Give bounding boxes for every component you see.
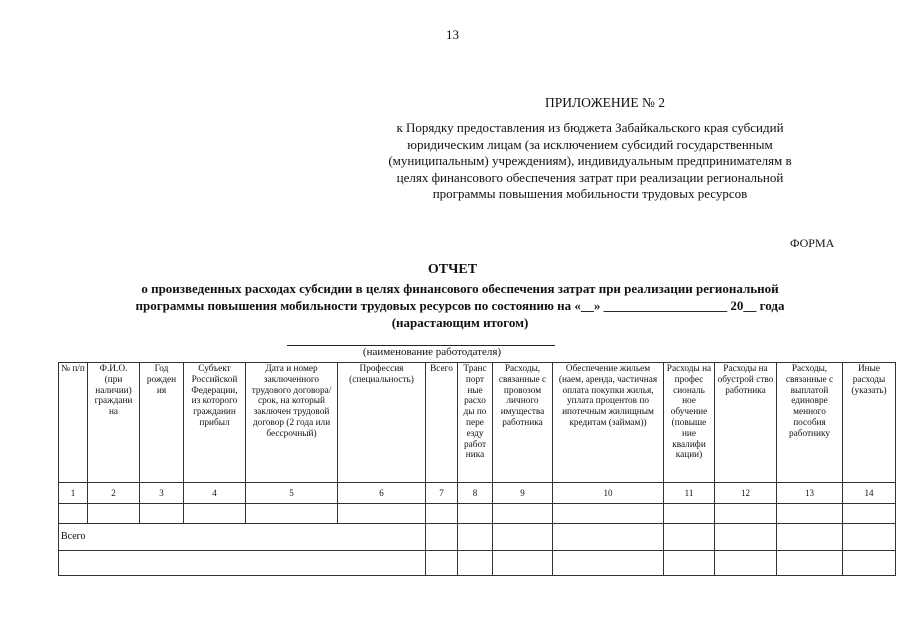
appendix-title: ПРИЛОЖЕНИЕ № 2: [545, 95, 666, 110]
appendix-description-line: к Порядку предоставления из бюджета Забайкальского края субсидий: [396, 120, 784, 135]
table-cell: [843, 551, 896, 576]
table-row: [59, 551, 896, 576]
table-header-cell: Профессия (специальность): [338, 363, 426, 483]
column-number-cell: 11: [664, 483, 715, 504]
table-header-row: [59, 363, 896, 483]
table-header-cell: Дата и номер заключенного трудового договора/ срок, на который заключен трудовой договор (2 года или бессрочный): [246, 363, 338, 483]
column-number-cell: 9: [493, 483, 553, 504]
table-cell: [59, 551, 426, 576]
table-cell: [184, 504, 246, 524]
table-cell: [715, 504, 777, 524]
table-cell: [553, 524, 664, 551]
table-header-cell: Расходы на профес сиональ ное обучение (повыше ние квалифи кации): [664, 363, 715, 483]
table-column-number-row: [59, 483, 896, 504]
column-number-cell: 7: [426, 483, 458, 504]
table-cell: [458, 551, 493, 576]
table-cell: [246, 504, 338, 524]
column-number-cell: 3: [140, 483, 184, 504]
table-header-cell: Год рожден ия: [140, 363, 184, 483]
table-row: [59, 504, 896, 524]
table-cell: [59, 504, 88, 524]
table-cell: [715, 524, 777, 551]
table-header-cell: Субъект Российской Федерации, из которого гражданин прибыл: [184, 363, 246, 483]
report-heading: ОТЧЕТ: [427, 262, 478, 277]
table-total-row: [59, 524, 896, 551]
page-number: 13: [446, 27, 459, 42]
table-header-cell: Расходы, связанные с провозом личного имущества работника: [493, 363, 553, 483]
table-cell: [777, 524, 843, 551]
table-cell: [493, 524, 553, 551]
table-cell: [715, 551, 777, 576]
table-cell: [664, 504, 715, 524]
appendix-description-line: целях финансового обеспечения затрат при реализации региональной: [396, 169, 784, 185]
table-cell: [664, 551, 715, 576]
report-table: [58, 362, 896, 576]
column-number-cell: 10: [553, 483, 664, 504]
table-header-cell: Обеспечение жильем (наем, аренда, частичная оплата покупки жилья, уплата процентов по ипотечным жилищным кредитам (займам)): [553, 363, 664, 483]
table-cell: [426, 551, 458, 576]
table-cell: [493, 504, 553, 524]
table-header-cell: Иные расходы (указать): [843, 363, 896, 483]
table-header-cell: Расходы на обустрой ство работника: [715, 363, 777, 483]
table-header-cell: № п/п: [59, 363, 88, 483]
column-number-cell: 4: [184, 483, 246, 504]
appendix-description-line: юридическим лицам (за исключением субсидий государственным: [407, 136, 773, 152]
column-number-cell: 1: [59, 483, 88, 504]
column-number-cell: 2: [88, 483, 140, 504]
table-header-cell: Расходы, связанные с выплатой единовре менного пособия работнику: [777, 363, 843, 483]
appendix-description-line: программы повышения мобильности трудовых ресурсов: [432, 186, 748, 201]
employer-caption: (наименование работодателя): [362, 346, 502, 358]
report-subtitle-line: программы повышения мобильности трудовых ресурсов по состоянию на «__» ___________________ 20__ года: [135, 298, 785, 313]
table-cell: [493, 551, 553, 576]
table-cell: [458, 524, 493, 551]
column-number-cell: 5: [246, 483, 338, 504]
report-subtitle-line: (нарастающим итогом): [391, 315, 529, 330]
table-cell: [140, 504, 184, 524]
table-cell: [843, 504, 896, 524]
form-label: ФОРМА: [790, 236, 835, 250]
table-cell: [88, 504, 140, 524]
report-subtitle-line: о произведенных расходах субсидии в целях финансового обеспечения затрат при реализации региональной: [141, 281, 779, 296]
report-subtitle: [60, 280, 860, 331]
column-number-cell: 12: [715, 483, 777, 504]
column-number-cell: 14: [843, 483, 896, 504]
total-label-cell: Всего: [59, 524, 426, 551]
table-cell: [426, 504, 458, 524]
table-cell: [553, 551, 664, 576]
appendix-description: [330, 120, 850, 203]
table-header-cell: Ф.И.О. (при наличии) граждани на: [88, 363, 140, 483]
table-cell: [553, 504, 664, 524]
table-cell: [458, 504, 493, 524]
table-cell: [843, 524, 896, 551]
table-cell: [777, 551, 843, 576]
appendix-description-line: (муниципальным) учреждениям), индивидуальным предпринимателям в: [388, 153, 792, 168]
table-cell: [664, 524, 715, 551]
table-header-cell: Транс порт ные расхо ды по пере езду работ ника: [458, 363, 493, 483]
column-number-cell: 8: [458, 483, 493, 504]
table-cell: [426, 524, 458, 551]
table-cell: [777, 504, 843, 524]
column-number-cell: 13: [777, 483, 843, 504]
table-cell: [338, 504, 426, 524]
table-header-cell: Всего: [426, 363, 458, 483]
column-number-cell: 6: [338, 483, 426, 504]
